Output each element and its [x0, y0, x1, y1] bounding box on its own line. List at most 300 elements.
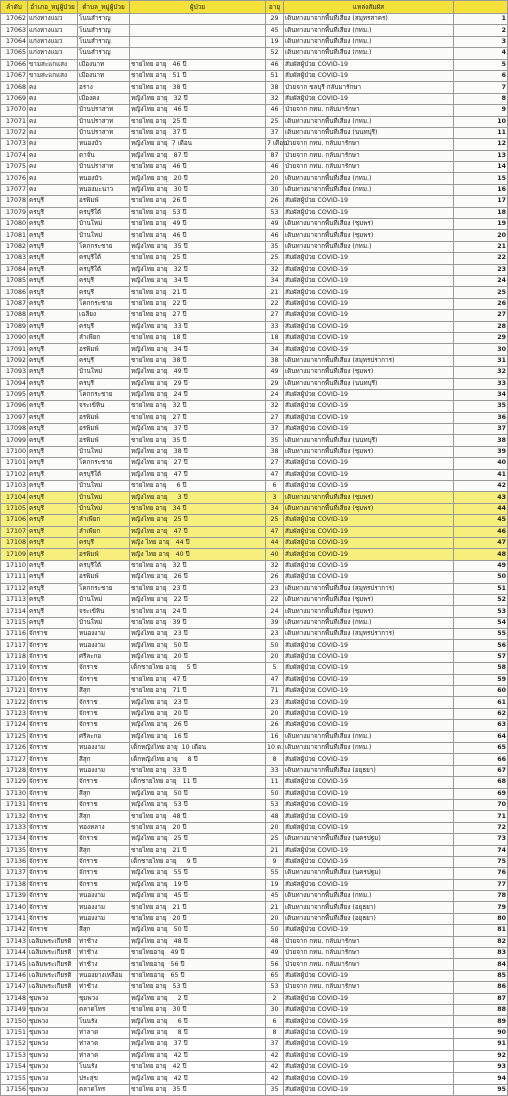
cell-patient — [130, 503, 266, 514]
table-row — [1, 868, 508, 879]
cell-age: 8 — [266, 754, 284, 765]
cell-patient — [130, 105, 266, 116]
cell-source: ป่วยจาก กทม. กลับมารักษา — [284, 982, 454, 993]
cell-age: 44 — [266, 537, 284, 548]
cell-source: เดินทางมาจากพื้นที่เสี่ยง (นครปฐม) — [284, 834, 454, 845]
table-row — [1, 549, 508, 560]
cell-source: สัมผัสผู้ป่วย COVID-19 — [284, 412, 454, 423]
table-row — [1, 446, 508, 457]
cell-patient — [130, 207, 266, 218]
patient-age: 25 ปี — [172, 254, 187, 262]
cell-amphoe: จักราช — [28, 834, 78, 845]
patient-desc: ชายไทย อายุ — [131, 72, 167, 80]
table-row — [1, 412, 508, 423]
cell-index: 47 — [454, 537, 508, 548]
header-patient: ผู้ป่วย — [130, 1, 266, 14]
patient-desc: หญิงไทย อายุ — [131, 527, 168, 535]
cell-age: 47 — [266, 526, 284, 537]
patient-desc: หญิงไทย อายุ — [131, 596, 168, 604]
cell-amphoe: จักราช — [28, 777, 78, 788]
patient-age: 45 ปี — [173, 892, 188, 900]
cell-tambon: ครบุรี — [78, 321, 130, 332]
patient-age: 47 ปี — [172, 675, 187, 683]
cell-patient — [130, 834, 266, 845]
cell-patient — [130, 298, 266, 309]
cell-tambon: บ้านใหม่ — [78, 492, 130, 503]
cell-amphoe: แก่งหางแมว — [28, 14, 78, 25]
cell-index: 65 — [454, 743, 508, 754]
patient-age: 21 ปี — [172, 846, 187, 854]
cell-tambon: ศรีละกอ — [78, 651, 130, 662]
cell-index: 75 — [454, 856, 508, 867]
cell-source: สัมผัสผู้ป่วย COVID-19 — [284, 196, 454, 207]
cell-patient — [130, 378, 266, 389]
patient-age: 29 ปี — [173, 379, 188, 387]
cell-patient — [130, 743, 266, 754]
patient-age: 27 ปี — [173, 459, 188, 467]
cell-id: 17062 — [1, 14, 28, 25]
table-row — [1, 822, 508, 833]
cell-age: 53 — [266, 982, 284, 993]
cell-id: 17130 — [1, 788, 28, 799]
cell-id: 17094 — [1, 378, 28, 389]
cell-source: เดินทางมาจากพื้นที่เสี่ยง (ชุมพร) — [284, 446, 454, 457]
cell-id: 17152 — [1, 1039, 28, 1050]
patient-age: 32 ปี — [173, 94, 188, 102]
cell-patient — [130, 14, 266, 25]
patient-desc: ชายไทย อายุ — [131, 1085, 167, 1093]
patient-age: 49 ปี — [172, 220, 187, 228]
cell-patient — [130, 162, 266, 173]
cell-id: 17136 — [1, 856, 28, 867]
cell-amphoe: ครบุรี — [28, 264, 78, 275]
patient-desc: ชายไทย อายุ — [131, 482, 167, 490]
cell-index: 78 — [454, 891, 508, 902]
cell-id: 17078 — [1, 196, 28, 207]
cell-id: 17117 — [1, 640, 28, 651]
patient-desc: หญิงไทย อายุ — [131, 265, 168, 273]
cell-tambon: โคกกระชาย — [78, 241, 130, 252]
patient-desc: ชายไทย อายุ — [131, 983, 167, 991]
cell-index: 43 — [454, 492, 508, 503]
cell-tambon: ครบุรีใต้ — [78, 560, 130, 571]
cell-amphoe: จักราช — [28, 708, 78, 719]
cell-source: ป่วยจาก กทม. กลับมารักษา — [284, 162, 454, 173]
cell-amphoe: ครบุรี — [28, 617, 78, 628]
cell-index: 50 — [454, 572, 508, 583]
cell-amphoe: ครบุรี — [28, 219, 78, 230]
cell-age: 21 — [266, 902, 284, 913]
cell-source: เดินทางมาจากพื้นที่เสี่ยง (อยุธยา) — [284, 913, 454, 924]
patient-desc: หญิงไทย อายุ — [131, 425, 168, 433]
cell-source: สัมผัสผู้ป่วย COVID-19 — [284, 640, 454, 651]
cell-age: 32 — [266, 560, 284, 571]
cell-patient — [130, 458, 266, 469]
table-row — [1, 640, 508, 651]
cell-amphoe: เฉลิมพระเกียรติ — [28, 936, 78, 947]
cell-id: 17099 — [1, 435, 28, 446]
cell-tambon: หนองงาม — [78, 913, 130, 924]
cell-index: 91 — [454, 1039, 508, 1050]
cell-source: เดินทางมาจากพื้นที่เสี่ยง (กทม.) — [284, 743, 454, 754]
cell-amphoe: จักราช — [28, 686, 78, 697]
table-row — [1, 1073, 508, 1084]
cell-amphoe: ขามสะแกแสง — [28, 59, 78, 70]
cell-index: 95 — [454, 1084, 508, 1095]
cell-amphoe: จักราช — [28, 845, 78, 856]
cell-id: 17090 — [1, 332, 28, 343]
table-row — [1, 993, 508, 1004]
cell-id: 17104 — [1, 492, 28, 503]
cell-tambon: จักราช — [78, 879, 130, 890]
patient-desc: หญิงไทย อายุ — [131, 243, 168, 250]
cell-age: 50 — [266, 788, 284, 799]
table-row — [1, 948, 508, 959]
cell-index: 38 — [454, 435, 508, 446]
cell-id: 17080 — [1, 219, 28, 230]
patient-age: 10 เดือน — [181, 744, 207, 752]
cell-patient — [130, 515, 266, 526]
patient-age: 56 ปี — [170, 960, 185, 968]
cell-age: 20 — [266, 173, 284, 184]
table-row — [1, 492, 508, 503]
cell-age: 48 — [266, 936, 284, 947]
cell-tambon: ทองหลาง — [78, 822, 130, 833]
cell-patient — [130, 25, 266, 36]
cell-amphoe: เฉลิมพระเกียรติ — [28, 970, 78, 981]
cell-tambon: อรพิมพ์ — [78, 196, 130, 207]
patient-age: 23 ปี — [173, 630, 188, 638]
cell-tambon: บ้านใหม่ — [78, 230, 130, 241]
cell-patient — [130, 754, 266, 765]
cell-id: 17073 — [1, 139, 28, 150]
patient-desc: ชายไทย อายุ — [131, 83, 167, 91]
cell-source: เดินทางมาจากพื้นที่เสี่ยง (สมุทรปราการ) — [284, 583, 454, 594]
cell-source: สัมผัสผู้ป่วย COVID-19 — [284, 321, 454, 332]
cell-patient — [130, 1039, 266, 1050]
cell-patient — [130, 139, 266, 150]
cell-tambon: โนนรัง — [78, 1016, 130, 1027]
cell-index: 20 — [454, 230, 508, 241]
table-row — [1, 184, 508, 195]
cell-age: 33 — [266, 765, 284, 776]
cell-tambon: ครบุรี — [78, 537, 130, 548]
cell-age: 33 — [266, 321, 284, 332]
cell-id: 17070 — [1, 105, 28, 116]
cell-index: 11 — [454, 127, 508, 138]
cell-tambon: จักราช — [78, 674, 130, 685]
cell-age: 49 — [266, 219, 284, 230]
cell-amphoe: ครบุรี — [28, 378, 78, 389]
cell-source: เดินทางมาจากพื้นที่เสี่ยง (กทม.) — [284, 731, 454, 742]
cell-tambon: ลำเพียก — [78, 515, 130, 526]
table-row — [1, 253, 508, 264]
patient-age: 26 ปี — [172, 197, 187, 205]
patient-desc: ชายไทย อายุ — [131, 823, 167, 831]
cell-index: 68 — [454, 777, 508, 788]
cell-tambon: หนองงาม — [78, 629, 130, 640]
patient-age: 32 ปี — [172, 561, 187, 569]
cell-patient — [130, 492, 266, 503]
patient-age: 38 ปี — [172, 83, 187, 91]
cell-tambon: ท่าลาด — [78, 1039, 130, 1050]
cell-tambon: ตลาดไทร — [78, 1004, 130, 1015]
cell-id: 17065 — [1, 48, 28, 59]
cell-id: 17092 — [1, 355, 28, 366]
cell-index: 42 — [454, 481, 508, 492]
cell-id: 17122 — [1, 697, 28, 708]
table-row — [1, 162, 508, 173]
cell-age: 24 — [266, 606, 284, 617]
table-row — [1, 59, 508, 70]
cell-patient — [130, 36, 266, 47]
cell-tambon: หนองงาม — [78, 902, 130, 913]
cell-age: 2 — [266, 993, 284, 1004]
cell-amphoe: ชุมพวง — [28, 1061, 78, 1072]
cell-tambon: สีสุก — [78, 811, 130, 822]
cell-age: 49 — [266, 948, 284, 959]
cell-patient — [130, 1050, 266, 1061]
cell-patient — [130, 219, 266, 230]
table-row — [1, 970, 508, 981]
patient-age: 47 ปี — [173, 527, 188, 535]
cell-amphoe: จักราช — [28, 913, 78, 924]
patient-desc: เด็กชายไทย อายุ — [131, 858, 177, 866]
patient-age: 26 ปี — [173, 573, 188, 581]
table-row — [1, 207, 508, 218]
cell-patient — [130, 230, 266, 241]
table-row — [1, 469, 508, 480]
cell-tambon: เมืองนาท — [78, 59, 130, 70]
cell-amphoe: ครบุรี — [28, 355, 78, 366]
cell-age: 55 — [266, 868, 284, 879]
cell-index: 69 — [454, 788, 508, 799]
cell-source: สัมผัสผู้ป่วย COVID-19 — [284, 822, 454, 833]
cell-age: 25 — [266, 515, 284, 526]
table-row — [1, 93, 508, 104]
cell-source: สัมผัสผู้ป่วย COVID-19 — [284, 1016, 454, 1027]
table-row — [1, 720, 508, 731]
cell-source: ป่วยจาก กทม. กลับมารักษา — [284, 948, 454, 959]
table-row — [1, 332, 508, 343]
cell-source: เดินทางมาจากพื้นที่เสี่ยง (นนทบุรี) — [284, 435, 454, 446]
cell-index: 41 — [454, 469, 508, 480]
cell-patient — [130, 868, 266, 879]
patient-age: 22 ปี — [172, 299, 187, 307]
patient-desc: เด็กหญิงไทย อายุ — [131, 744, 178, 752]
cell-age: 35 — [266, 241, 284, 252]
cell-age: 20 — [266, 708, 284, 719]
patient-desc: หญิง ไทย อายุ — [131, 539, 170, 547]
cell-index: 2 — [454, 25, 508, 36]
cell-tambon: โนนรัง — [78, 1061, 130, 1072]
cell-source: เดินทางมาจากพื้นที่เสี่ยง (สมุทรสาคร) — [284, 14, 454, 25]
cell-id: 17126 — [1, 743, 28, 754]
cell-source: เดินทางมาจากพื้นที่เสี่ยง (สมุทรปราการ) — [284, 629, 454, 640]
cell-amphoe: ครบุรี — [28, 583, 78, 594]
cell-age: 47 — [266, 469, 284, 480]
cell-id: 17124 — [1, 720, 28, 731]
cell-age: 38 — [266, 355, 284, 366]
cell-source: สัมผัสผู้ป่วย COVID-19 — [284, 207, 454, 218]
cell-source: เดินทางมาจากพื้นที่เสี่ยง (กทม.) — [284, 36, 454, 47]
cell-patient — [130, 629, 266, 640]
cell-id: 17149 — [1, 1004, 28, 1015]
cell-index: 90 — [454, 1027, 508, 1038]
cell-tambon: อรพิมพ์ — [78, 572, 130, 583]
cell-source: ป่วยจาก กทม. กลับมารักษา — [284, 936, 454, 947]
cell-index: 70 — [454, 799, 508, 810]
table-row — [1, 70, 508, 81]
cell-patient — [130, 560, 266, 571]
patient-age: 49 ปี — [170, 949, 185, 957]
cell-source: เดินทางมาจากพื้นที่เสี่ยง (ชุมพร) — [284, 230, 454, 241]
patient-desc: หญิงไทย อายุ — [131, 368, 168, 376]
table-row — [1, 560, 508, 571]
cell-patient — [130, 332, 266, 343]
cell-source: สัมผัสผู้ป่วย COVID-19 — [284, 845, 454, 856]
cell-patient — [130, 287, 266, 298]
patient-desc: หญิงไทย อายุ — [131, 869, 168, 877]
patient-age: 34 ปี — [173, 345, 188, 353]
cell-source: สัมผัสผู้ป่วย COVID-19 — [284, 788, 454, 799]
cell-amphoe: ครบุรี — [28, 537, 78, 548]
cell-amphoe: ครบุรี — [28, 606, 78, 617]
patient-desc: หญิงไทย อายุ — [131, 106, 168, 114]
cell-source: สัมผัสผู้ป่วย COVID-19 — [284, 275, 454, 286]
patient-desc: หญิงไทย อายุ — [131, 1028, 168, 1036]
patient-desc: ชายไทย อายุ — [131, 1006, 167, 1014]
cell-id: 17143 — [1, 936, 28, 947]
header-source: แหล่งสัมผัส — [284, 1, 454, 14]
patient-desc: หญิงไทย อายุ — [131, 516, 168, 524]
cell-amphoe: จักราช — [28, 651, 78, 662]
patient-desc: ชายไทย อายุ — [131, 231, 167, 239]
cell-patient — [130, 982, 266, 993]
patient-desc: หญิงไทย อายุ — [131, 698, 168, 706]
patient-desc: ชายไทย อายุ — [131, 561, 167, 569]
cell-id: 17105 — [1, 503, 28, 514]
cell-index: 32 — [454, 367, 508, 378]
cell-patient — [130, 469, 266, 480]
table-row — [1, 82, 508, 93]
patient-age: 50 ปี — [173, 789, 188, 797]
cell-age: 42 — [266, 1061, 284, 1072]
cell-patient — [130, 367, 266, 378]
cell-age: 40 — [266, 549, 284, 560]
cell-patient — [130, 891, 266, 902]
cell-index: 55 — [454, 629, 508, 640]
cell-source: สัมผัสผู้ป่วย COVID-19 — [284, 469, 454, 480]
table-row — [1, 754, 508, 765]
patient-desc: หญิงไทย อายุ — [131, 892, 168, 900]
cell-index: 49 — [454, 560, 508, 571]
cell-source: เดินทางมาจากพื้นที่เสี่ยง (ชุมพร) — [284, 606, 454, 617]
cell-id: 17089 — [1, 321, 28, 332]
cell-source: สัมผัสผู้ป่วย COVID-19 — [284, 970, 454, 981]
cell-tambon: ลำเพียก — [78, 332, 130, 343]
cell-tambon: หนองยางเหลือม — [78, 970, 130, 981]
patient-desc: ชายไทย อายุ — [131, 436, 167, 444]
cell-id: 17068 — [1, 82, 28, 93]
cell-index: 10 — [454, 116, 508, 127]
cell-tambon: หนองงาม — [78, 891, 130, 902]
cell-id: 17077 — [1, 184, 28, 195]
cell-patient — [130, 948, 266, 959]
patient-desc: ชายไทย อายุ — [131, 846, 167, 854]
cell-tambon: ชุมพวง — [78, 993, 130, 1004]
cell-id: 17137 — [1, 868, 28, 879]
cell-age: 23 — [266, 697, 284, 708]
cell-id: 17063 — [1, 25, 28, 36]
patient-age: 16 ปี — [173, 732, 188, 740]
cell-source: สัมผัสผู้ป่วย COVID-19 — [284, 264, 454, 275]
cell-amphoe: ครบุรี — [28, 401, 78, 412]
cell-id: 17111 — [1, 572, 28, 583]
patient-desc: หญิงไทย อายุ — [131, 789, 168, 797]
cell-age: 7 เดือน — [266, 139, 284, 150]
cell-source: เดินทางมาจากพื้นที่เสี่ยง (กทม.) — [284, 184, 454, 195]
cell-age: 11 — [266, 777, 284, 788]
patient-age: 20 ปี — [173, 174, 188, 182]
cell-age: 5 — [266, 663, 284, 674]
table-row — [1, 401, 508, 412]
cell-index: 83 — [454, 948, 508, 959]
table-row — [1, 788, 508, 799]
cell-age: 47 — [266, 674, 284, 685]
cell-amphoe: ชุมพวง — [28, 1084, 78, 1095]
cell-id: 17081 — [1, 230, 28, 241]
patient-age: 42 ปี — [173, 1074, 188, 1082]
table-row — [1, 1016, 508, 1027]
cell-patient — [130, 1084, 266, 1095]
cell-amphoe: ครบุรี — [28, 389, 78, 400]
cell-tambon: โคกกระชาย — [78, 458, 130, 469]
cell-amphoe: ครบุรี — [28, 344, 78, 355]
cell-age: 38 — [266, 446, 284, 457]
cell-tambon: ท่าช้าง — [78, 959, 130, 970]
cell-patient — [130, 902, 266, 913]
cell-source: สัมผัสผู้ป่วย COVID-19 — [284, 925, 454, 936]
cell-source: สัมผัสผู้ป่วย COVID-19 — [284, 310, 454, 321]
cell-patient — [130, 708, 266, 719]
cell-tambon: ครบุรี — [78, 287, 130, 298]
patient-desc: หญิงไทย อายุ — [131, 151, 168, 159]
cell-age: 26 — [266, 572, 284, 583]
cell-index: 17 — [454, 196, 508, 207]
cell-index: 14 — [454, 162, 508, 173]
cell-patient — [130, 93, 266, 104]
cell-amphoe: จักราช — [28, 902, 78, 913]
cell-tambon: หนองงาม — [78, 640, 130, 651]
patient-desc: ชายไทย อายุ — [131, 675, 167, 683]
table-row — [1, 777, 508, 788]
table-row — [1, 708, 508, 719]
cell-index: 67 — [454, 765, 508, 776]
header-tambon: ตำบล_หมู่ผู้ป่วย — [78, 1, 130, 14]
cell-source: สัมผัสผู้ป่วย COVID-19 — [284, 515, 454, 526]
cell-source: สัมผัสผู้ป่วย COVID-19 — [284, 697, 454, 708]
cell-source: สัมผัสผู้ป่วย COVID-19 — [284, 572, 454, 583]
cell-amphoe: จักราช — [28, 765, 78, 776]
patient-desc: หญิงไทย อายุ — [131, 140, 168, 148]
cell-amphoe: จักราช — [28, 799, 78, 810]
patient-desc: ชายไทย อายุ — [131, 356, 167, 364]
cell-tambon: ท่าลาด — [78, 1050, 130, 1061]
patient-desc: หญิง ไทย อายุ — [131, 550, 170, 558]
cell-index: 25 — [454, 287, 508, 298]
cell-source: สัมผัสผู้ป่วย COVID-19 — [284, 754, 454, 765]
